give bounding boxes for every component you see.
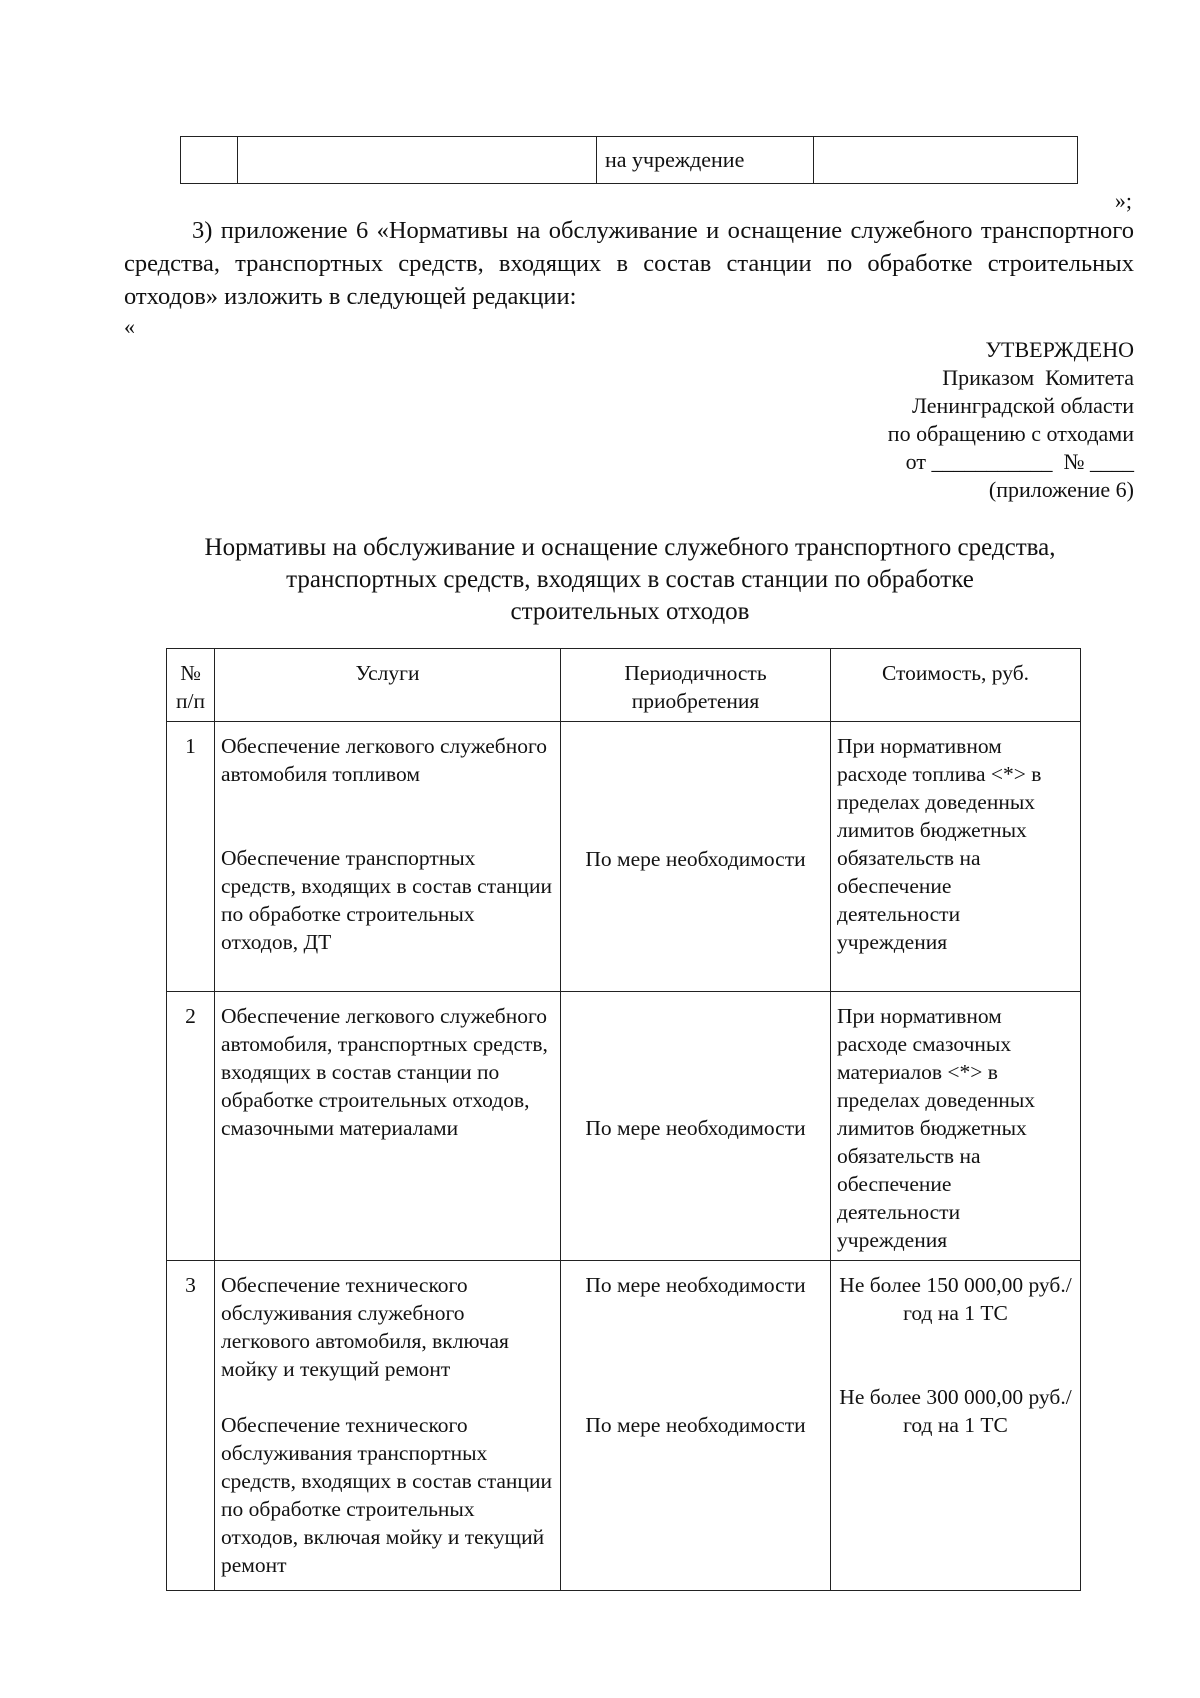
spacer bbox=[567, 1299, 824, 1411]
row-1-service-b: Обеспечение транспортных средств, входящих в состав станции по обработке строительных отходов, ДТ bbox=[221, 846, 552, 954]
approval-stamp-block bbox=[888, 336, 1134, 504]
spacer bbox=[837, 1327, 1074, 1383]
row-2-service: Обеспечение легкового служебного автомобиля, транспортных средств, входящих в состав станции по обработке строительных отходов, смазочными материалами bbox=[215, 992, 561, 1261]
row-3-cost-a: Не более 150 000,00 руб./год на 1 ТС bbox=[839, 1273, 1072, 1325]
approved-line-4: по обращению с отходами bbox=[887, 421, 1134, 446]
row-2-period: По мере необходимости bbox=[561, 992, 831, 1261]
header-service: Услуги bbox=[215, 649, 561, 722]
header-num: № п/п bbox=[167, 649, 215, 722]
table-row bbox=[167, 992, 1081, 1261]
row-1-service-a: Обеспечение легкового служебного автомобиля топливом bbox=[221, 734, 548, 786]
table-row bbox=[167, 722, 1081, 992]
row-3-service-a: Обеспечение технического обслуживания служебного легкового автомобиля, включая мойку и текущий ремонт bbox=[221, 1273, 509, 1381]
fragment-cell-4 bbox=[814, 137, 1078, 184]
document-title bbox=[120, 532, 1140, 628]
title-line-3: строительных отходов bbox=[510, 598, 750, 625]
row-2-num: 2 bbox=[167, 992, 215, 1261]
row-3-cost bbox=[831, 1261, 1081, 1591]
approved-line-2: Приказом Комитета bbox=[942, 365, 1134, 390]
spacer bbox=[221, 788, 554, 844]
header-cost: Стоимость, руб. bbox=[831, 649, 1081, 722]
closing-quote: »; bbox=[1114, 188, 1132, 213]
table-header-row bbox=[167, 649, 1081, 722]
amendment-paragraph bbox=[124, 214, 1134, 313]
opening-quote: « bbox=[124, 314, 135, 339]
row-1-service bbox=[215, 722, 561, 992]
title-line-2: транспортных средств, входящих в состав станции по обработке bbox=[286, 566, 974, 593]
row-3-num: 3 bbox=[167, 1261, 215, 1591]
header-period: Периодичность приобретения bbox=[561, 649, 831, 722]
row-3-period bbox=[561, 1261, 831, 1591]
approved-line-6: (приложение 6) bbox=[988, 477, 1134, 502]
fragment-cell-3: на учреждение bbox=[597, 137, 814, 184]
paragraph-text: 3) приложение 6 «Нормативы на обслуживание и оснащение служебного транспортного средства, транспортных средств, входящих в состав станции по обработке строительных отходов» изложить в следующей редакции: bbox=[124, 217, 1134, 310]
fragment-cell-1 bbox=[181, 137, 238, 184]
approved-line-5: от ___________ № ____ bbox=[905, 449, 1134, 474]
approved-line-1: УТВЕРЖДЕНО bbox=[985, 337, 1134, 362]
norms-table bbox=[166, 648, 1081, 1591]
row-1-num: 1 bbox=[167, 722, 215, 992]
previous-table-fragment bbox=[180, 136, 1078, 184]
spacer bbox=[221, 1383, 554, 1411]
row-3-period-a: По мере необходимости bbox=[585, 1273, 806, 1297]
row-1-cost: При нормативном расходе топлива <*> в пределах доведенных лимитов бюджетных обязательств на обеспечение деятельности учреждения bbox=[831, 722, 1081, 992]
fragment-cell-2 bbox=[238, 137, 597, 184]
table-row bbox=[167, 1261, 1081, 1591]
row-3-service-b: Обеспечение технического обслуживания транспортных средств, входящих в состав станции по обработке строительных отходов, включая мойку и текущий ремонт bbox=[221, 1413, 552, 1577]
row-3-service bbox=[215, 1261, 561, 1591]
row-3-period-b: По мере необходимости bbox=[585, 1413, 806, 1437]
row-3-cost-b: Не более 300 000,00 руб./год на 1 ТС bbox=[839, 1385, 1072, 1437]
title-line-1: Нормативы на обслуживание и оснащение служебного транспортного средства, bbox=[204, 534, 1056, 561]
approved-line-3: Ленинградской области bbox=[912, 393, 1134, 418]
row-2-cost: При нормативном расходе смазочных материалов <*> в пределах доведенных лимитов бюджетных обязательств на обеспечение деятельности учреждения bbox=[831, 992, 1081, 1261]
row-1-period: По мере необходимости bbox=[561, 722, 831, 992]
